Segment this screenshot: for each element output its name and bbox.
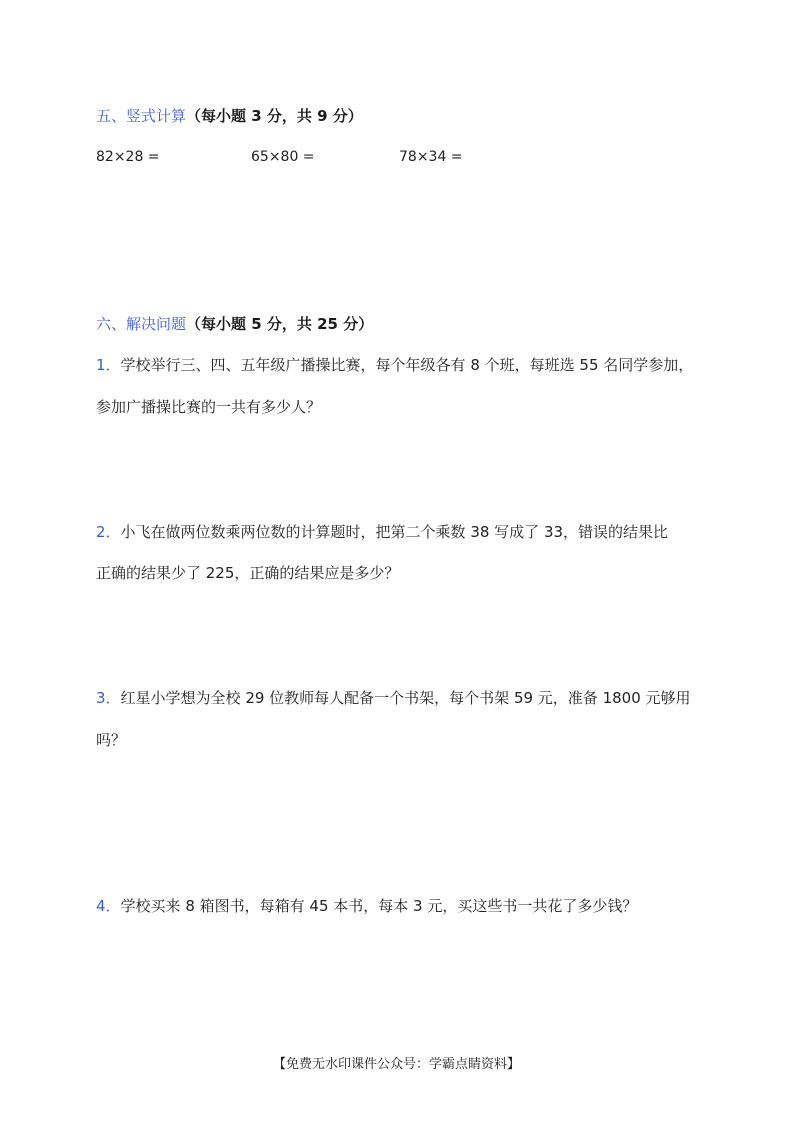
section-5-title bbox=[96, 106, 363, 126]
question-2-line-2: 正确的结果少了 225，正确的结果应是多少？ bbox=[96, 564, 400, 582]
section-6-score: （每小题 5 分，共 25 分） bbox=[186, 315, 374, 333]
footer-text: 【免费无水印课件公众号：学霸点睛资料】 bbox=[272, 1057, 520, 1072]
section-6-title bbox=[96, 314, 373, 334]
question-1-line-1 bbox=[96, 355, 693, 375]
question-3-line-1 bbox=[96, 688, 691, 708]
question-2-number: 2． bbox=[96, 523, 121, 541]
question-1-text-1: 学校举行三、四、五年级广播操比赛，每个年级各有 8 个班，每班选 55 名同学参加， bbox=[120, 356, 694, 374]
question-4-line-1 bbox=[96, 896, 637, 916]
question-1-line-2: 参加广播操比赛的一共有多少人？ bbox=[96, 398, 322, 416]
question-4-number: 4． bbox=[96, 897, 121, 915]
question-2-line-1 bbox=[96, 522, 668, 542]
exercise-3: 78×34 = bbox=[399, 149, 463, 165]
question-3-number: 3． bbox=[96, 689, 121, 707]
exercise-2: 65×80 = bbox=[251, 149, 315, 165]
question-2-text-1: 小飞在做两位数乘两位数的计算题时，把第二个乘数 38 写成了 33，错误的结果比 bbox=[120, 523, 669, 541]
question-3-text-1: 红星小学想为全校 29 位教师每人配备一个书架，每个书架 59 元，准备 1800 元够用 bbox=[120, 689, 691, 707]
section-5-name: 五、竖式计算 bbox=[96, 107, 187, 125]
question-1-number: 1． bbox=[96, 356, 121, 374]
section-5-score: （每小题 3 分，共 9 分） bbox=[186, 107, 363, 125]
exercise-1: 82×28 = bbox=[96, 149, 160, 165]
question-4-text-1: 学校买来 8 箱图书，每箱有 45 本书，每本 3 元，买这些书一共花了多少钱？ bbox=[120, 897, 638, 915]
question-3-line-2: 吗？ bbox=[96, 731, 127, 749]
section-6-name: 六、解决问题 bbox=[96, 315, 187, 333]
